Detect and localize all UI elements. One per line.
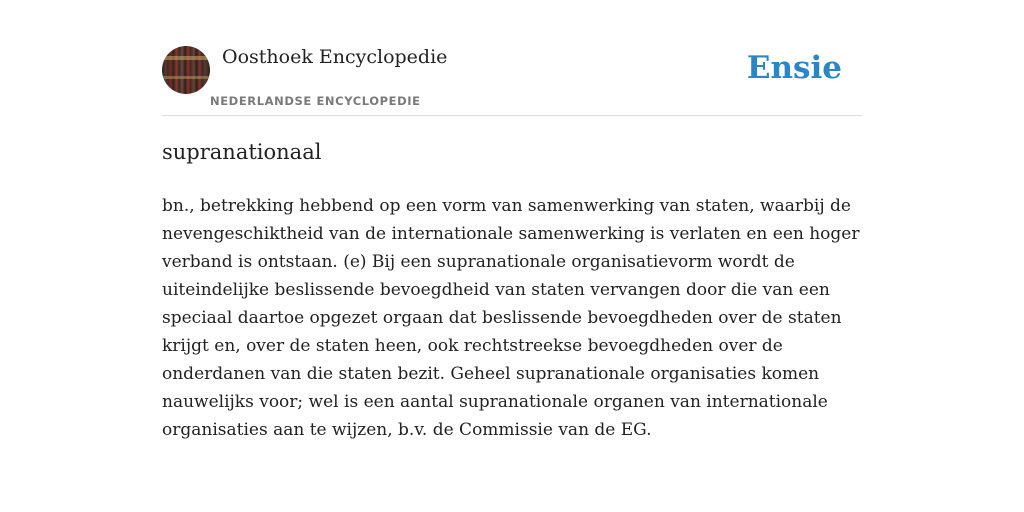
article-line: nauwelijks voor; wel is een aantal supranationale organen van internationale xyxy=(162,392,828,412)
site-subtitle: NEDERLANDSE ENCYCLOPEDIE xyxy=(210,94,421,108)
header-divider xyxy=(162,115,862,116)
article-body xyxy=(162,192,862,444)
article-line: krijgt en, over de staten heen, ook rechtstreekse bevoegdheden over de xyxy=(162,336,783,356)
article-line: bn., betrekking hebbend op een vorm van samenwerking van staten, waarbij de xyxy=(162,196,851,216)
site-header xyxy=(162,46,862,116)
brand-logo[interactable]: Ensie xyxy=(746,50,842,86)
encyclopedia-books-icon[interactable] xyxy=(162,46,210,94)
article-line: uiteindelijke beslissende bevoegdheid van staten vervangen door die van een xyxy=(162,280,830,300)
article-line: nevengeschiktheid van de internationale samenwerking is verlaten en een hoger xyxy=(162,224,860,244)
page-title: supranationaal xyxy=(162,140,322,164)
article-line: onderdanen van die staten bezit. Geheel supranationale organisaties komen xyxy=(162,364,820,384)
article-line: organisaties aan te wijzen, b.v. de Commissie van de EG. xyxy=(162,420,652,440)
site-title[interactable]: Oosthoek Encyclopedie xyxy=(222,46,448,68)
article-line: verband is ontstaan. (e) Bij een supranationale organisatievorm wordt de xyxy=(162,252,795,272)
article-line: speciaal daartoe opgezet orgaan dat beslissende bevoegdheden over de staten xyxy=(162,308,842,328)
